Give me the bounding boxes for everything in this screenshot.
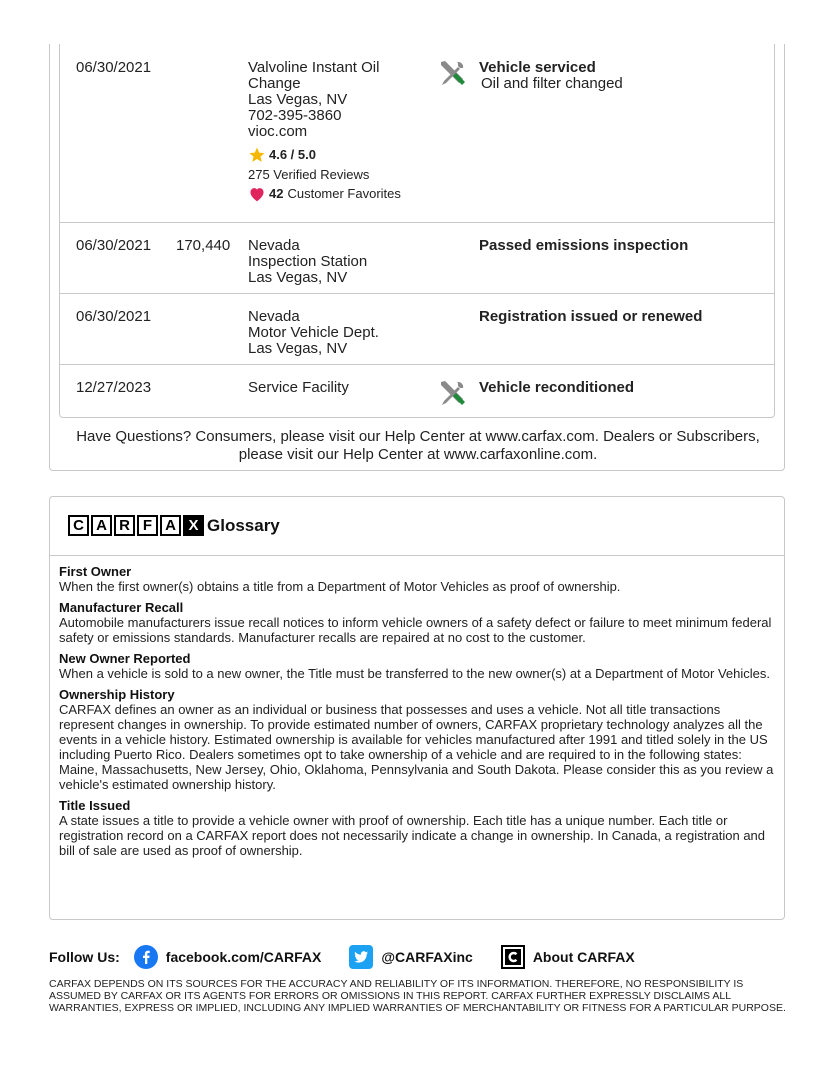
comment-title: Vehicle serviced [479,59,596,76]
favorites-count: 42 [269,186,284,201]
term-definition: CARFAX defines an owner as an individual or business that possesses and uses a vehicle. Not all title transactions represent changes in ownership. To provide estimated number of owners, CARFAX proprietary technology analyzes all the events in a vehicle history. Estimated ownership is available for vehicles manufactured after 1991 and titled solely in the US including Puerto Rico. Dealers sometimes opt to take ownership of a vehicle and are required to in the following states: Maine, Massachusetts, New Jersey, Ohio, Oklahoma, Pennsylvania and South Dakota. Please consider this as you review a vehicle's estimated ownership history. [59,702,774,792]
glossary-term [59,798,775,858]
table-row [60,293,774,365]
term-definition: When the first owner(s) obtains a title from a Department of Motor Vehicles as proof of ownership. [59,579,621,594]
twitter-link[interactable] [349,945,472,969]
source-line: Valvoline Instant Oil [248,59,380,76]
glossary-term [59,600,775,645]
row-date: 06/30/2021 [76,237,152,254]
row-odometer: 170,440 [176,237,231,254]
logo-letter: R [114,515,135,536]
row-comments [479,238,769,254]
row-comments [479,380,769,396]
heart-icon [248,186,266,202]
wrench-screwdriver-icon [437,58,467,88]
logo-letter: A [91,515,112,536]
row-comments [479,309,769,325]
rating [248,146,438,164]
row-date: 06/30/2021 [76,59,152,76]
row-date: 12/27/2023 [76,379,152,396]
glossary-term [59,564,775,594]
logo-letter: A [160,515,181,536]
favorites-label: Customer Favorites [287,186,401,201]
term-name: Ownership History [59,687,175,702]
term-definition: A state issues a title to provide a vehicle owner with proof of ownership. Each title has a unique number. Each title or registration record on a CARFAX report does not necessarily indicate a change in ownership. In Canada, a registration and bill of sale are used as proof of ownership. [59,813,766,858]
source-website-link[interactable]: vioc.com [248,123,308,140]
glossary-terms [59,564,775,864]
table-row [60,44,774,223]
row-source [248,60,438,202]
source-line: Change [248,75,301,92]
twitter-icon [349,945,373,969]
source-line: Service Facility [248,379,349,396]
source-line: Motor Vehicle Dept. [248,324,379,341]
comment-title: Passed emissions inspection [479,237,689,254]
rating-value: 4.6 / 5.0 [269,147,316,162]
comment-title: Vehicle reconditioned [479,379,635,396]
facebook-link-label: facebook.com/CARFAX [165,949,322,965]
source-line: Las Vegas, NV [248,269,348,286]
table-row [60,364,774,416]
term-name: Manufacturer Recall [59,600,184,615]
customer-favorites [248,186,438,202]
term-definition: When a vehicle is sold to a new owner, the Title must be transferred to the new owner(s) at a Department of Motor Vehicles. [59,666,771,681]
comment-title: Registration issued or renewed [479,308,703,325]
row-source [248,380,438,396]
term-name: New Owner Reported [59,651,191,666]
row-date: 06/30/2021 [76,308,152,325]
term-definition: Automobile manufacturers issue recall notices to inform vehicle owners of a safety defect or failure to meet minimum federal safety or emissions standards. Manufacturer recalls are repaired at no cost to the customer. [59,615,772,645]
glossary-term [59,651,775,681]
glossary-header [50,497,784,556]
row-source [248,238,438,286]
social-links-bar [49,944,785,970]
source-line: Nevada [248,308,300,325]
star-icon [248,146,266,164]
history-table [59,44,775,418]
carfax-logo [68,515,204,536]
facebook-icon [134,945,158,969]
comment-detail: Oil and filter changed [481,75,623,92]
term-name: Title Issued [59,798,131,813]
about-carfax-label: About CARFAX [532,949,635,965]
logo-letter: C [68,515,89,536]
row-source [248,309,438,357]
carfax-c-icon [501,945,525,969]
table-row [60,222,774,294]
glossary-title: Glossary [207,516,280,535]
wrench-screwdriver-icon [437,378,467,408]
glossary-term [59,687,775,792]
source-line: Las Vegas, NV [248,340,348,357]
follow-us-label: Follow Us: [49,949,120,965]
twitter-link-label: @CARFAXinc [381,949,473,965]
logo-letter: F [137,515,158,536]
source-line: Nevada [248,237,300,254]
source-line: 702-395-3860 [248,107,342,124]
row-comments [479,60,769,92]
source-line: Inspection Station [248,253,368,270]
legal-disclaimer: CARFAX DEPENDS ON ITS SOURCES FOR THE ACCURACY AND RELIABILITY OF ITS INFORMATION. THEREFORE, NO RESPONSIBILITY IS ASSUMED BY CARFAX OR ITS AGENTS FOR ERRORS OR OMISSIONS IN THIS REPORT. CARFAX FURTHER EXPRESSLY DISCLAIMS ALL WARRANTIES, EXPRESS OR IMPLIED, INCLUDING ANY IMPLIED WARRANTIES OF MERCHANTABILITY OR FITNESS FOR A PARTICULAR PURPOSE. [49,978,786,1014]
logo-letter: X [183,515,204,536]
reviews-count: 275 Verified Reviews [248,167,370,182]
source-line: Las Vegas, NV [248,91,348,108]
help-center-text: Have Questions? Consumers, please visit our Help Center at www.carfax.com. Dealers or Subscribers, please visit our Help Center at www.carfaxonline.com. [76,428,760,463]
glossary-card [49,496,785,920]
service-history-card [49,44,785,471]
term-name: First Owner [59,564,132,579]
about-carfax-link[interactable] [501,945,635,969]
facebook-link[interactable] [134,945,322,969]
